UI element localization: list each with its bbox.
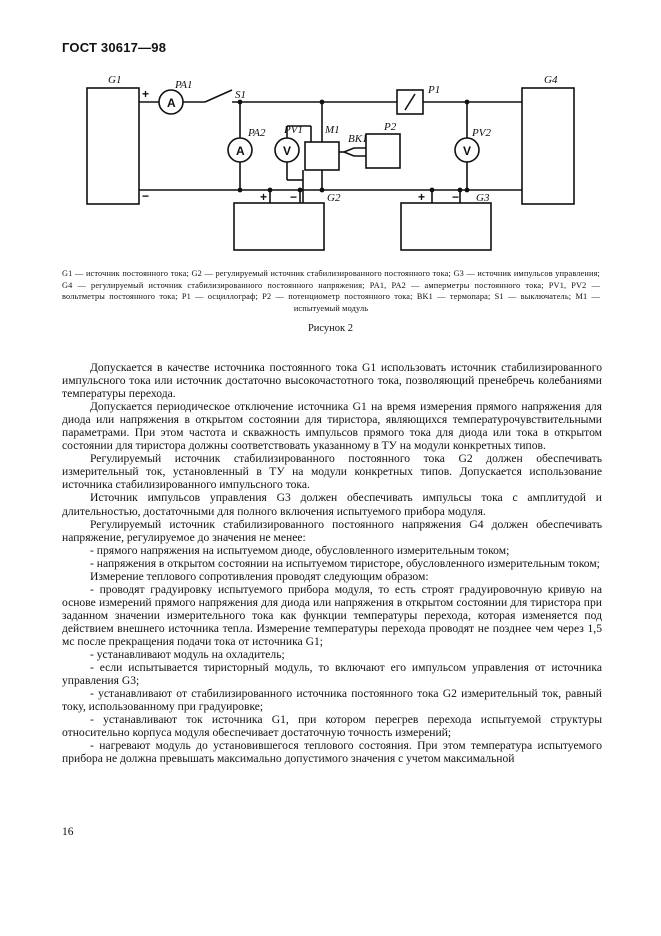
bk1-label: BK1 (348, 133, 368, 145)
pa2-symbol: A (236, 144, 245, 158)
m1-label: M1 (325, 124, 340, 136)
paragraph: Измерение теплового сопротивления проводят следующим образом: (90, 569, 429, 583)
pa1-symbol: A (167, 96, 176, 110)
g2-minus: − (290, 190, 298, 204)
g4-box (522, 88, 574, 204)
figure-caption: G1 — источник постоянного тока; G2 — регулируемый источник стабилизированного постоянного тока; G3 — источник импульсов управления; G4 — регулируемый источник стабилизированного постоянного напряжения; PA1, PA2 — амперметры постоянного тока; PV1, PV2 — вольтметры постоянного тока; P1 — осциллограф; P2 — потенциометр постоянного тока; BK1 — термопара; S1 — выключатель; M1 — испытуемый модуль (62, 269, 600, 314)
paragraph: Регулируемый источник стабилизированного постоянного тока G2 должен обеспечивать измерительный ток, установленный в ТУ на модули конкретных типов. Допускается использование источника стабилизированного импульсного тока. (62, 452, 602, 492)
s1-switch (205, 90, 232, 102)
list-item: - прямого напряжения на испытуемом диоде, обусловленного измерительным током; (90, 543, 510, 557)
paragraph: Регулируемый источник стабилизированного постоянного напряжения G4 должен обеспечивать напряжение, регулируемое до значения не менее: (62, 517, 602, 544)
pv2-symbol: V (463, 144, 472, 158)
circuit-diagram (0, 0, 661, 262)
pv1-symbol: V (283, 144, 292, 158)
paragraph: Допускается в качестве источника постоянного тока G1 использовать источник стабилизированного импульсного тока или источник достаточно высокочастотного тока, позволяющий пренебречь колебаниями температуры перехода. (62, 361, 602, 401)
document-header: ГОСТ 30617—98 (62, 40, 167, 55)
list-item: - напряжения в открытом состоянии на испытуемом тиристоре, обусловленного измерительным током; (90, 556, 600, 570)
p2-box (366, 134, 400, 168)
paragraph: Допускается периодическое отключение источника G1 на время измерения прямого напряжения для диода или напряжения в открытом состоянии для тиристора, являющихся температурочувствительными параметрами. При этом частота и скважность импульсов прямого тока для диода или тока в открытом состоянии для тиристора должны соответствовать указанному в ТУ на модули конкретных типов. (62, 400, 602, 453)
page-number: 16 (62, 826, 74, 838)
g1-plus: + (142, 87, 150, 101)
list-item: - устанавливают от стабилизированного источника постоянного тока G2 измерительный ток, равный току, использованному при градуировке; (62, 687, 602, 714)
g3-minus: − (452, 190, 460, 204)
m1-box (305, 142, 339, 170)
g3-label: G3 (476, 192, 490, 204)
p2-label: P2 (384, 121, 397, 133)
list-item: - проводят градуировку испытуемого прибора модуля, то есть строят градуировочную кривую на основе измерений прямого напряжения для диода или напряжения в открытом состоянии для тиристора при заданном значении измерительного тока как функции температуры перехода, которая изменяется под действием внешнего источника тепла. Измерение температуры перехода проводят не позднее чем через 1,5 мс после прекращения подачи тока от источника G1; (62, 582, 602, 648)
pa2-label: PA2 (248, 127, 266, 139)
body-text (62, 361, 602, 765)
paragraph: Источник импульсов управления G3 должен обеспечивать импульсы тока с амплитудой и длительностью, достаточными для полного включения испытуемого прибора модуля. (62, 491, 602, 518)
list-item: - нагревают модуль до установившегося теплового состояния. При этом температура испытуемого прибора не должна превышать максимально допустимого значения с учетом максимальной (62, 739, 602, 766)
list-item: - устанавливают модуль на охладитель; (90, 648, 285, 662)
g3-plus: + (418, 190, 426, 204)
g1-minus: − (142, 189, 150, 203)
pa1-label: PA1 (175, 79, 193, 91)
s1-label: S1 (235, 89, 246, 101)
p1-label: P1 (428, 84, 441, 96)
g3-box (401, 203, 491, 250)
list-item: - устанавливают ток источника G1, при котором перегрев перехода испытуемой структуры относительно корпуса модуля обеспечивает достаточную точность измерений; (62, 713, 602, 740)
figure-title: Рисунок 2 (307, 323, 354, 334)
g2-label: G2 (327, 192, 341, 204)
g2-box (234, 203, 324, 250)
pv1-label: PV1 (284, 124, 303, 136)
pv2-label: PV2 (472, 127, 491, 139)
g1-label: G1 (108, 74, 122, 86)
list-item: - если испытывается тиристорный модуль, то включают его импульсом управления от источника управления G3; (62, 661, 602, 688)
g4-label: G4 (544, 74, 558, 86)
g2-plus: + (260, 190, 268, 204)
g1-box (87, 88, 139, 204)
